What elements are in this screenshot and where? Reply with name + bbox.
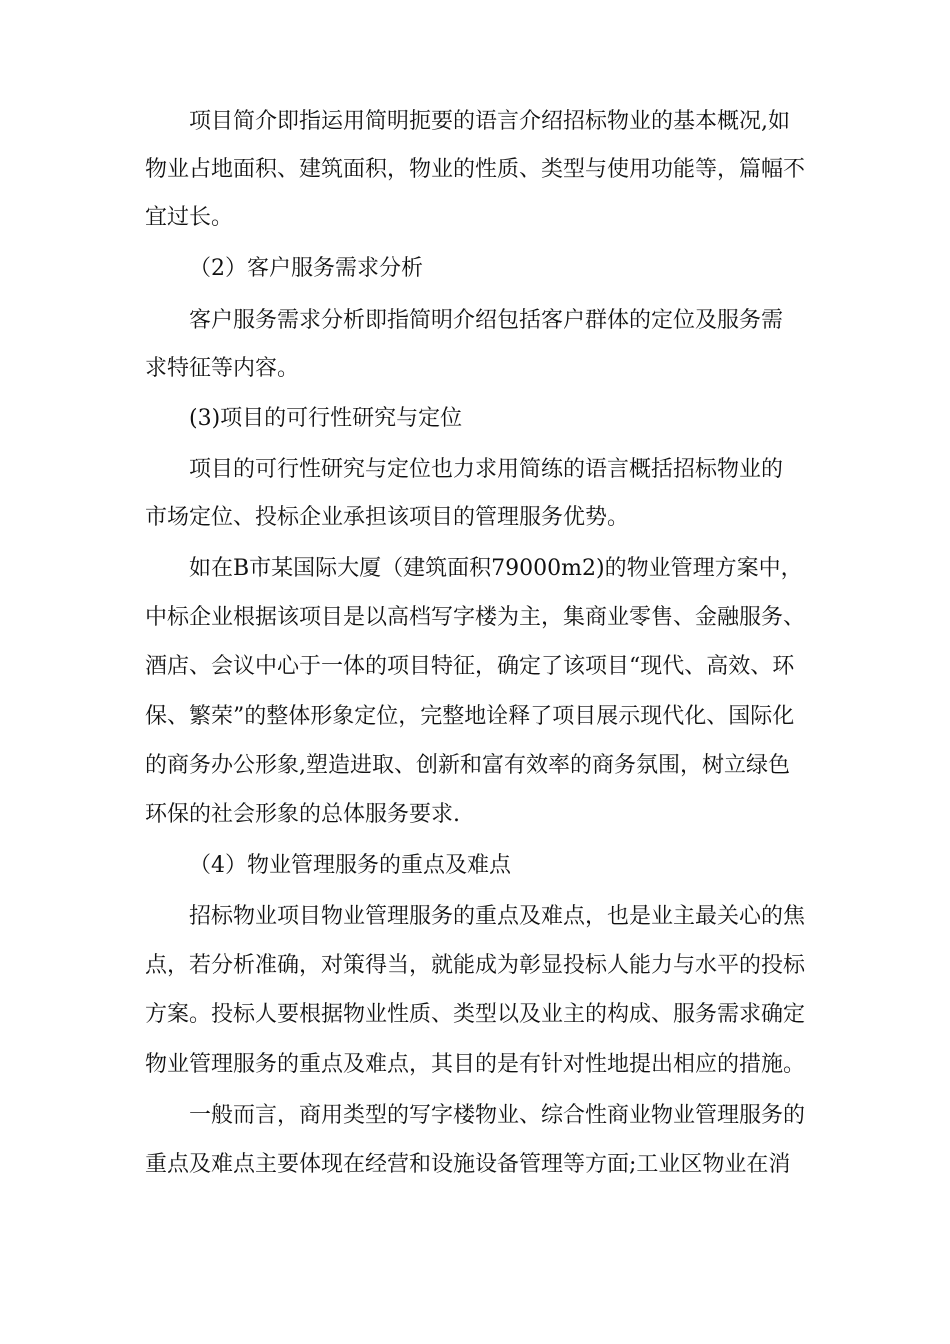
paragraph-line: 重点及难点主要体现在经营和设施设备管理等方面;工业区物业在消 <box>145 1152 791 1177</box>
paragraph-line: 求特征等内容。 <box>145 356 300 381</box>
paragraph-line: 的商务办公形象,塑造进取、创新和富有效率的商务氛围，树立绿色 <box>145 753 790 778</box>
paragraph-line: 物业管理服务的重点及难点，其目的是有针对性地提出相应的措施。 <box>145 1052 806 1077</box>
section-heading: (3)项目的可行性研究与定位 <box>189 406 463 431</box>
paragraph-line: 酒店、会议中心于一体的项目特征，确定了该项目“现代、高效、环 <box>145 654 795 679</box>
paragraph-line: 客户服务需求分析即指简明介绍包括客户群体的定位及服务需 <box>189 308 784 333</box>
paragraph-line: 方案。投标人要根据物业性质、类型以及业主的构成、服务需求确定 <box>145 1002 806 1027</box>
paragraph-line: 项目简介即指运用简明扼要的语言介绍招标物业的基本概况,如 <box>189 109 790 134</box>
paragraph-line: 保、繁荣”的整体形象定位，完整地诠释了项目展示现代化、国际化 <box>145 704 795 729</box>
paragraph-line: 中标企业根据该项目是以高档写字楼为主，集商业零售、金融服务、 <box>145 605 806 630</box>
paragraph-line: 市场定位、投标企业承担该项目的管理服务优势。 <box>145 505 630 530</box>
paragraph-line: 一般而言，商用类型的写字楼物业、综合性商业物业管理服务的 <box>189 1103 806 1128</box>
paragraph-line: 物业占地面积、建筑面积，物业的性质、类型与使用功能等，篇幅不 <box>145 157 806 182</box>
paragraph-line: 如在B市某国际大厦（建筑面积79000m2)的物业管理方案中， <box>189 556 803 581</box>
paragraph-line: 项目的可行性研究与定位也力求用简练的语言概括招标物业的 <box>189 457 784 482</box>
paragraph-line: 环保的社会形象的总体服务要求. <box>145 802 460 827</box>
section-heading: （4）物业管理服务的重点及难点 <box>189 853 511 878</box>
paragraph-line: 宜过长。 <box>145 205 234 230</box>
paragraph-line: 点，若分析准确，对策得当，就能成为彰显投标人能力与水平的投标 <box>145 953 806 978</box>
section-heading: （2）客户服务需求分析 <box>189 256 423 281</box>
paragraph-line: 招标物业项目物业管理服务的重点及难点，也是业主最关心的焦 <box>189 904 806 929</box>
